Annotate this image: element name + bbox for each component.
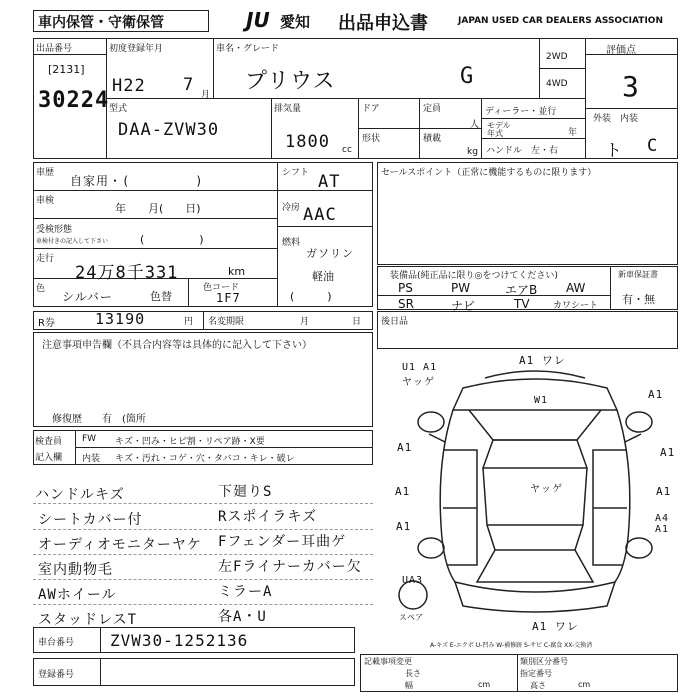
color-change-label: 色替 <box>150 290 172 303</box>
storage-tag-text: 車内保管・守衛保管 <box>38 15 164 31</box>
fuel-label: 燃料 <box>282 238 301 248</box>
remark-1-right: 下廻りS <box>218 484 273 500</box>
inspector-row1: キズ・凹み・ヒビ割・リペア跡・X要 <box>115 437 265 447</box>
handle-label: ハンドル 左・右 <box>486 146 559 156</box>
repair-label: 修復歴 有 (箇所 <box>52 414 146 425</box>
plate-label: 登録番号 <box>38 670 75 680</box>
dim-change-label: 記載事項変更 <box>364 657 412 666</box>
displacement-value: 1800 <box>285 132 330 152</box>
model-year-label: モデル <box>487 121 511 130</box>
fuel-other: ( ) <box>290 290 332 303</box>
chassis-number: ZVW30-1252136 <box>110 631 249 650</box>
equip-airbag: エアB <box>505 283 538 297</box>
mark-left-2: A1 <box>395 485 411 498</box>
history-label: 車歴 <box>36 168 55 178</box>
remark-4-left: 室内動物毛 <box>38 562 113 578</box>
org-name: 愛知 <box>280 13 311 31</box>
mileage-unit: km <box>228 265 246 278</box>
height-label: 高さ <box>530 681 546 690</box>
lot-label: 出品番号 <box>36 44 73 54</box>
warranty-value: 有・無 <box>622 293 655 306</box>
height-unit: cm <box>578 680 591 689</box>
length-unit: cm <box>478 680 491 689</box>
mark-roof: ヤッゲ <box>530 484 563 495</box>
damage-legend: A-キズ E-エクボ U-凹み W-補修跡 S-サビ C-腐食 XX-交換済 <box>430 642 593 649</box>
equip-ps: PS <box>398 281 413 295</box>
spare-label: スペア <box>399 613 423 622</box>
rear-item-box <box>377 311 678 349</box>
interior-grade: C <box>647 136 659 156</box>
shift-value: AT <box>318 172 341 192</box>
era: H22 <box>112 76 146 96</box>
door-label: ドア <box>362 104 380 114</box>
mileage-value: 24万8千331 <box>75 263 179 283</box>
shift-label: シフト <box>282 168 310 178</box>
type-label: 型式 <box>109 104 128 114</box>
chassis-label: 車台番号 <box>38 638 75 648</box>
equip-pw: PW <box>451 281 471 295</box>
score: 3 <box>622 70 640 103</box>
width-label: 幅 <box>405 681 413 690</box>
remark-1-left: ハンドルキズ <box>35 487 125 503</box>
name-change-month: 月 <box>300 317 310 327</box>
lot-small: [2131] <box>48 63 85 76</box>
name-change-label: 名変期限 <box>208 317 245 327</box>
ju-logo: JU <box>246 8 270 32</box>
inspector-label-2: 記入欄 <box>35 453 63 463</box>
inspection-label: 車検 <box>36 196 55 206</box>
mark-left-3: A1 <box>396 520 412 533</box>
remark-6-right: 各A・U <box>218 609 267 625</box>
exterior-grade: ト <box>605 141 623 161</box>
car-damage-diagram <box>385 350 685 640</box>
lot-number: 30224 <box>38 88 110 113</box>
sales-point-label: セールスポイント（正常に機能するものに限ります） <box>381 168 597 178</box>
mark-front-left: U1 A1 ヤッゲ <box>402 362 438 388</box>
notes-label: 注意事項申告欄（不具合内容等は具体的に記入して下さい） <box>42 340 312 351</box>
equipment-label: 装備品(純正品に限り◎をつけてください) <box>390 271 558 281</box>
first-reg-label: 初度登録年月 <box>109 44 164 54</box>
r-ticket-label: R券 <box>38 318 55 329</box>
equip-leather-seat: カワシート <box>553 301 599 311</box>
name-change-day: 日 <box>352 317 362 327</box>
model-label: 車名・グレード <box>216 44 280 54</box>
2wd-label: 2WD <box>546 52 568 62</box>
load-unit: kg <box>467 147 478 157</box>
mark-right-2: A1 <box>660 446 676 459</box>
year-unit: 年 <box>568 128 578 138</box>
aircon-label: 冷房 <box>282 203 301 213</box>
dealer-label: ディーラー・並行 <box>485 107 557 117</box>
model-name: プリウス <box>245 69 336 94</box>
remark-3-left: オーディオモニターヤケ <box>38 537 202 553</box>
equip-tv: TV <box>514 297 530 311</box>
remark-5-right: ミラーA <box>218 584 273 600</box>
inspector-row2: キズ・汚れ・コゲ・穴・タバコ・キレ・破レ <box>115 454 295 464</box>
r-ticket-value: 13190 <box>95 310 146 328</box>
fuel-gas: ガソリン <box>306 247 354 260</box>
shape-label: 形状 <box>362 134 381 144</box>
equip-sr: SR <box>398 297 414 311</box>
aircon-value: AAC <box>303 205 337 225</box>
model-year-label-2: 年式 <box>487 129 503 138</box>
history-value: 自家用・( ) <box>70 174 204 188</box>
load-label: 積載 <box>423 134 442 144</box>
color-label: 色 <box>36 284 46 294</box>
mark-right-1: A1 <box>648 388 664 401</box>
remark-2-left: シートカバー付 <box>38 512 143 528</box>
recycle-sub: 車検付きの記入して下さい <box>36 238 109 245</box>
4wd-label: 4WD <box>546 79 568 89</box>
spec-label: 指定番号 <box>520 669 552 678</box>
r-ticket-unit: 円 <box>184 317 194 327</box>
month-unit: 月 <box>201 90 211 100</box>
mark-right-3: A1 <box>656 485 672 498</box>
mark-rear-left: UA3 <box>402 575 424 586</box>
score-label: 評価点 <box>606 45 636 56</box>
fuel-diesel: 軽油 <box>312 270 334 283</box>
remark-4-right: 左Fライナーカバー欠 <box>218 559 362 575</box>
equip-navi: ナビ <box>451 299 476 313</box>
displacement-label: 排気量 <box>274 104 302 114</box>
remark-3-right: Fフェンダー耳曲ゲ <box>218 534 347 550</box>
form-title: 出品申込書 <box>338 13 428 34</box>
displacement-unit: cc <box>342 145 352 155</box>
inspector-row2-head: 内装 <box>82 454 101 464</box>
category-label: 類別区分番号 <box>520 657 568 666</box>
inspection-value: 年 月( 日) <box>115 202 201 215</box>
capacity-unit: 人 <box>470 120 480 130</box>
color-code: 1F7 <box>216 291 241 305</box>
mark-front-bumper: A1 ワレ <box>519 354 566 367</box>
warranty-label: 新車保証書 <box>618 270 658 279</box>
remark-6-left: スタッドレスT <box>38 612 138 628</box>
inspector-label-1: 検査員 <box>35 437 63 447</box>
length-label: 長さ <box>405 669 421 678</box>
grade-label: 外装 内装 <box>593 114 639 124</box>
association-name: JAPAN USED CAR DEALERS ASSOCIATION <box>458 16 663 26</box>
remark-5-left: AWホイール <box>38 587 117 603</box>
mileage-label: 走行 <box>36 254 55 264</box>
equip-aw: AW <box>566 281 586 295</box>
inspector-row1-head: FW <box>82 434 97 444</box>
rear-item-label: 後日品 <box>381 317 409 327</box>
mark-hood: W1 <box>534 395 549 406</box>
color-code-label: 色コード <box>203 283 240 293</box>
recycle-label: 受検形態 <box>36 225 73 235</box>
mark-left-1: A1 <box>397 441 413 454</box>
grade: G <box>460 64 475 89</box>
reg-month: 7 <box>183 75 195 95</box>
mark-right-4: A4 A1 <box>655 513 670 535</box>
recycle-value: ( ) <box>140 233 204 246</box>
mark-rear-bumper: A1 ワレ <box>532 620 579 633</box>
color-value: シルバー <box>62 290 113 304</box>
plate-box <box>33 658 355 686</box>
capacity-label: 定員 <box>423 104 442 114</box>
type-value: DAA-ZVW30 <box>118 120 220 140</box>
remark-2-right: Rスポイラキズ <box>218 509 318 525</box>
